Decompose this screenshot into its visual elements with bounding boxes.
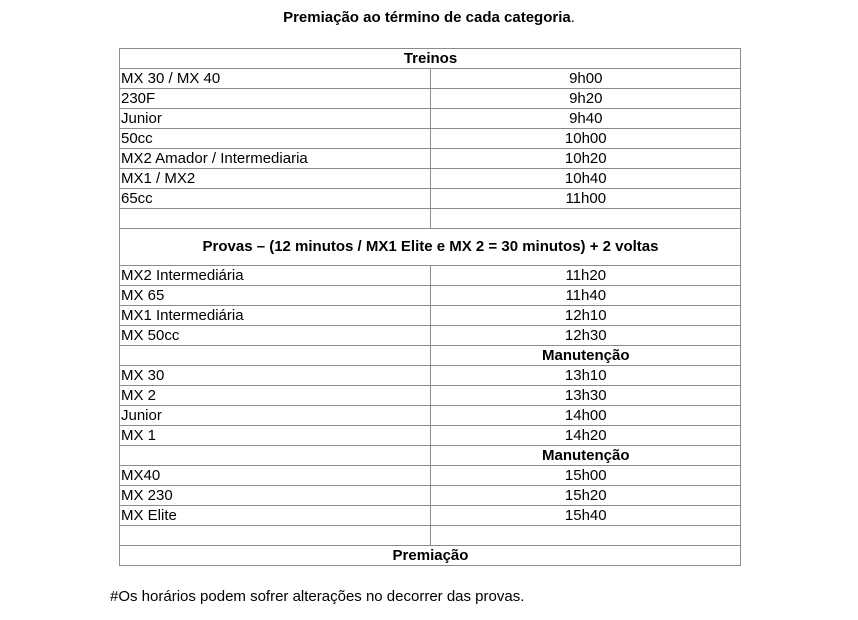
empty-cell (430, 526, 741, 546)
footnote: #Os horários podem sofrer alterações no decorrer das provas. (110, 588, 525, 605)
time-cell: 10h40 (430, 169, 741, 189)
empty-row (120, 209, 741, 229)
table-row (120, 69, 741, 89)
table-row (120, 426, 741, 446)
table-row (120, 286, 741, 306)
empty-row (120, 526, 741, 546)
table-row (120, 326, 741, 346)
time-cell: 13h30 (430, 386, 741, 406)
treinos-header: Treinos (120, 49, 741, 69)
time-cell: 9h40 (430, 109, 741, 129)
table-row (120, 506, 741, 526)
document-title-suffix: . (570, 9, 575, 26)
table-row (120, 129, 741, 149)
document-title-text: Premiação ao término de cada categoria (283, 9, 571, 26)
time-cell: 12h30 (430, 326, 741, 346)
time-cell: 14h20 (430, 426, 741, 446)
maintenance-label: Manutenção (430, 446, 741, 466)
premiacao-header: Premiação (120, 546, 741, 566)
table-row (120, 169, 741, 189)
time-cell: 10h20 (430, 149, 741, 169)
table-row (120, 306, 741, 326)
category-cell: MX2 Intermediária (120, 266, 431, 286)
empty-cell (430, 209, 741, 229)
table-row (120, 386, 741, 406)
treinos-header-row (120, 49, 741, 69)
category-cell: MX1 / MX2 (120, 169, 431, 189)
time-cell: 15h20 (430, 486, 741, 506)
table-row (120, 406, 741, 426)
table-row (120, 466, 741, 486)
final-header-row (120, 546, 741, 566)
provas-header-row (120, 229, 741, 266)
provas-header: Provas – (12 minutos / MX1 Elite e MX 2 = 30 minutos) + 2 voltas (120, 229, 741, 266)
time-cell: 11h20 (430, 266, 741, 286)
category-cell: MX40 (120, 466, 431, 486)
table-row (120, 366, 741, 386)
time-cell: 9h00 (430, 69, 741, 89)
empty-cell (120, 209, 431, 229)
time-cell: 12h10 (430, 306, 741, 326)
empty-cell (120, 446, 431, 466)
time-cell: 9h20 (430, 89, 741, 109)
break-row (120, 346, 741, 366)
table-row (120, 189, 741, 209)
category-cell: 65cc (120, 189, 431, 209)
time-cell: 15h00 (430, 466, 741, 486)
category-cell: MX 230 (120, 486, 431, 506)
time-cell: 15h40 (430, 506, 741, 526)
schedule-table (119, 48, 741, 566)
category-cell: MX1 Intermediária (120, 306, 431, 326)
category-cell: 230F (120, 89, 431, 109)
category-cell: MX Elite (120, 506, 431, 526)
category-cell: MX 50cc (120, 326, 431, 346)
empty-cell (120, 346, 431, 366)
break-row (120, 446, 741, 466)
category-cell: MX 65 (120, 286, 431, 306)
time-cell: 10h00 (430, 129, 741, 149)
document-title (0, 8, 858, 28)
category-cell: MX2 Amador / Intermediaria (120, 149, 431, 169)
time-cell: 14h00 (430, 406, 741, 426)
time-cell: 11h40 (430, 286, 741, 306)
category-cell: MX 2 (120, 386, 431, 406)
category-cell: MX 1 (120, 426, 431, 446)
time-cell: 13h10 (430, 366, 741, 386)
category-cell: 50cc (120, 129, 431, 149)
category-cell: MX 30 / MX 40 (120, 69, 431, 89)
category-cell: Junior (120, 406, 431, 426)
table-row (120, 266, 741, 286)
category-cell: MX 30 (120, 366, 431, 386)
time-cell: 11h00 (430, 189, 741, 209)
empty-cell (120, 526, 431, 546)
table-row (120, 89, 741, 109)
maintenance-label: Manutenção (430, 346, 741, 366)
category-cell: Junior (120, 109, 431, 129)
table-row (120, 149, 741, 169)
table-row (120, 486, 741, 506)
table-row (120, 109, 741, 129)
